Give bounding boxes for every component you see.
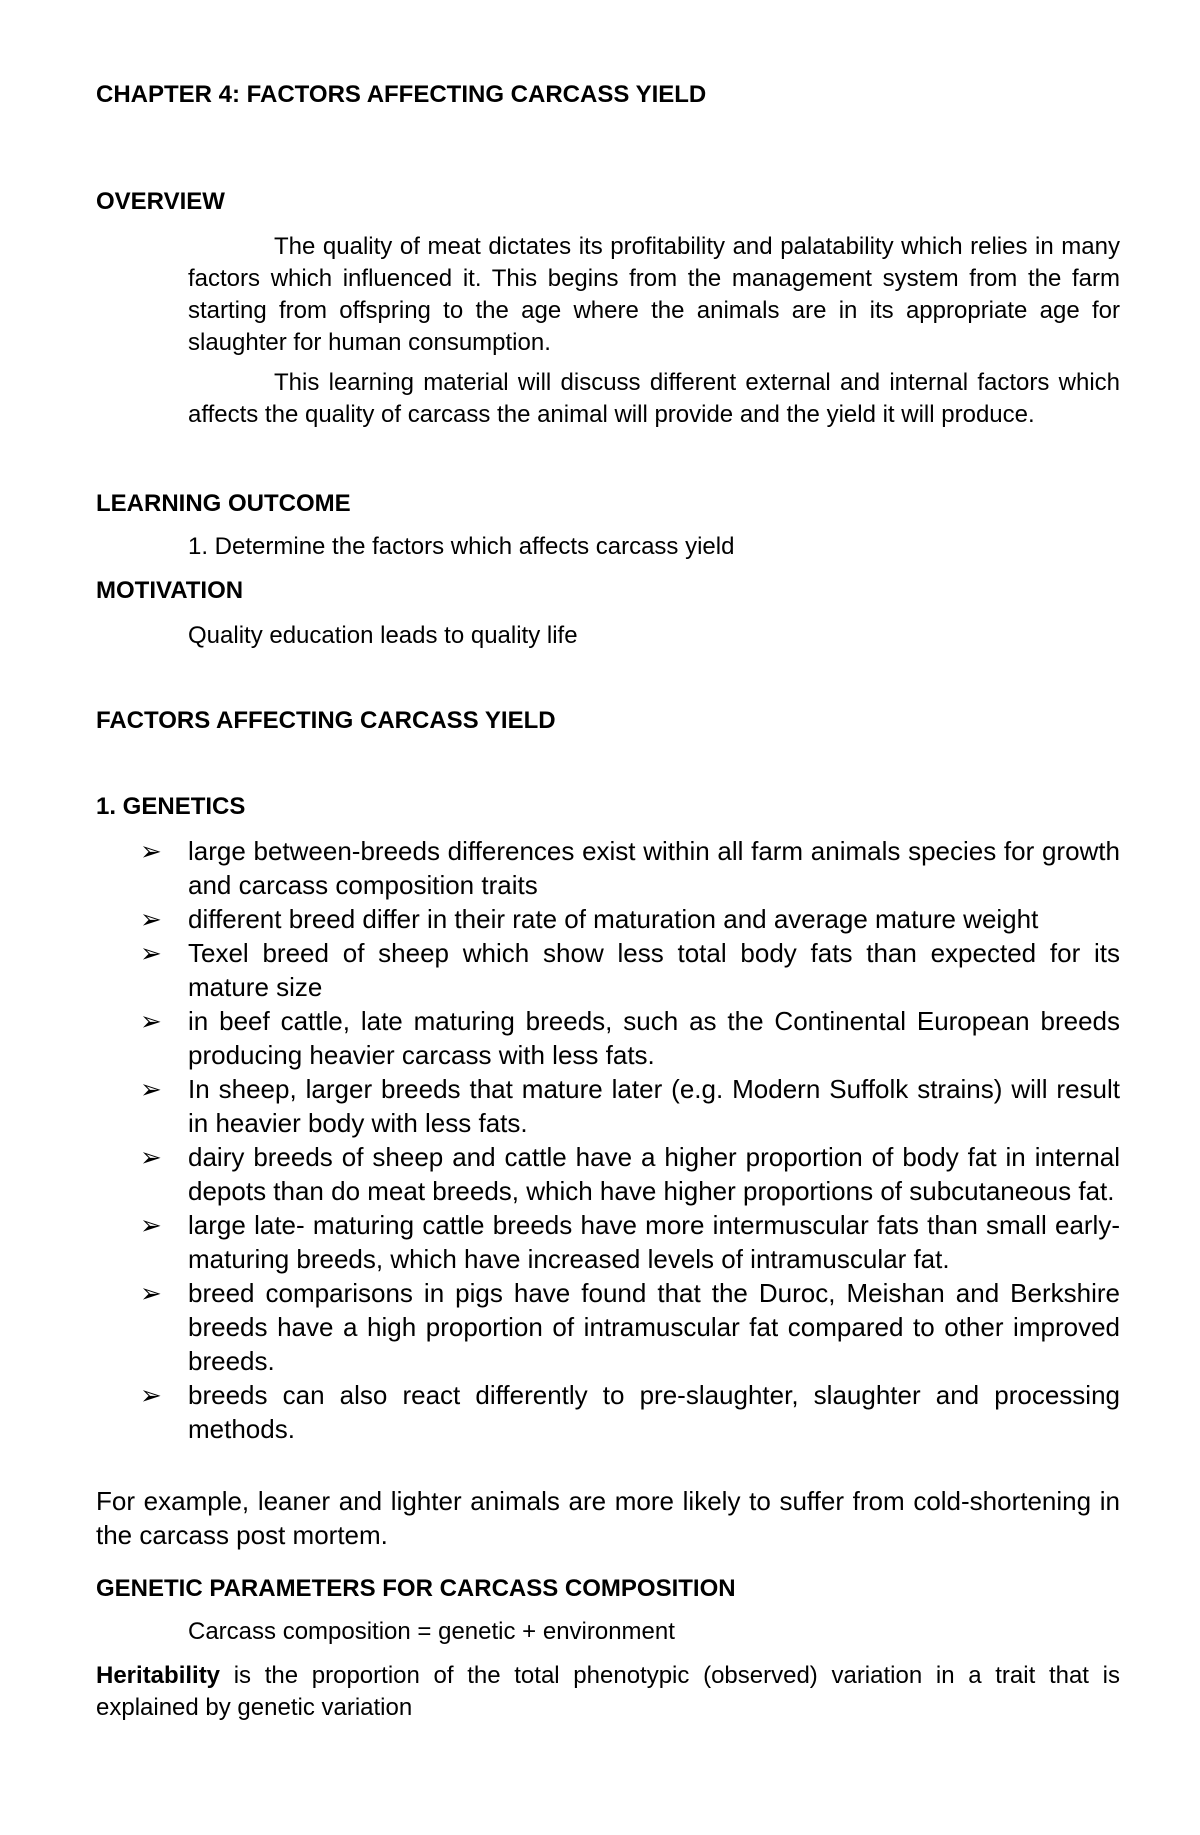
chapter-title: CHAPTER 4: FACTORS AFFECTING CARCASS YIELD bbox=[96, 81, 707, 108]
example-paragraph: For example, leaner and lighter animals are more likely to suffer from cold-shortening in the carcass post mortem. bbox=[96, 1486, 1120, 1550]
list-item bbox=[140, 1140, 1120, 1208]
bullet-text: breed comparisons in pigs have found that the Duroc, Meishan and Berkshire breeds have a high proportion of intramuscular fat compared to other improved breeds. bbox=[188, 1278, 1120, 1376]
heritability-term: Heritability bbox=[96, 1662, 221, 1689]
genetics-bullet-list bbox=[140, 834, 1120, 1446]
list-item bbox=[140, 1004, 1120, 1072]
overview-paragraph-2-text: This learning material will discuss different external and internal factors which affects the quality of carcass the animal will provide and the yield it will produce. bbox=[188, 369, 1120, 428]
arrow-bullet-icon: ➢ bbox=[140, 1278, 162, 1308]
arrow-bullet-icon: ➢ bbox=[140, 1074, 162, 1104]
bullet-text: dairy breeds of sheep and cattle have a higher proportion of body fat in internal depots than do meat breeds, which have higher proportions of subcutaneous fat. bbox=[188, 1142, 1120, 1206]
bullet-text: breeds can also react differently to pre-slaughter, slaughter and processing methods. bbox=[188, 1380, 1120, 1444]
arrow-bullet-icon: ➢ bbox=[140, 904, 162, 934]
arrow-bullet-icon: ➢ bbox=[140, 1210, 162, 1240]
list-item bbox=[140, 936, 1120, 1004]
factors-heading: FACTORS AFFECTING CARCASS YIELD bbox=[96, 707, 556, 734]
overview-paragraph-1 bbox=[188, 231, 1120, 359]
bullet-text: different breed differ in their rate of maturation and average mature weight bbox=[188, 904, 1039, 934]
carcass-equation: Carcass composition = genetic + environment bbox=[188, 1618, 675, 1645]
learning-outcome-heading: LEARNING OUTCOME bbox=[96, 490, 351, 517]
learning-outcome-item: 1. Determine the factors which affects carcass yield bbox=[188, 533, 735, 560]
arrow-bullet-icon: ➢ bbox=[140, 1142, 162, 1172]
genetic-parameters-heading: GENETIC PARAMETERS FOR CARCASS COMPOSITION bbox=[96, 1575, 736, 1602]
list-item bbox=[140, 1208, 1120, 1276]
overview-paragraph-2 bbox=[188, 367, 1120, 431]
arrow-bullet-icon: ➢ bbox=[140, 1380, 162, 1410]
list-item bbox=[140, 1378, 1120, 1446]
bullet-text: in beef cattle, late maturing breeds, such as the Continental European breeds producing heavier carcass with less fats. bbox=[188, 1006, 1120, 1070]
motivation-heading: MOTIVATION bbox=[96, 577, 244, 604]
list-item bbox=[140, 1276, 1120, 1378]
list-item bbox=[140, 1072, 1120, 1140]
arrow-bullet-icon: ➢ bbox=[140, 836, 162, 866]
genetics-heading: 1. GENETICS bbox=[96, 793, 246, 820]
list-item bbox=[140, 834, 1120, 902]
bullet-text: Texel breed of sheep which show less total body fats than expected for its mature size bbox=[188, 938, 1120, 1002]
motivation-text: Quality education leads to quality life bbox=[188, 622, 578, 649]
bullet-text: large late- maturing cattle breeds have more intermuscular fats than small early-maturing breeds, which have increased levels of intramuscular fat. bbox=[188, 1210, 1120, 1274]
list-item bbox=[140, 902, 1120, 936]
heritability-definition: is the proportion of the total phenotypic (observed) variation in a trait that is explained by genetic variation bbox=[96, 1662, 1120, 1721]
bullet-text: In sheep, larger breeds that mature later (e.g. Modern Suffolk strains) will result in heavier body with less fats. bbox=[188, 1074, 1120, 1138]
overview-paragraph-1-text: The quality of meat dictates its profitability and palatability which relies in many factors which influenced it. This begins from the management system from the farm starting from offspring to the age where the animals are in its appropriate age for slaughter for human consumption. bbox=[188, 233, 1120, 356]
arrow-bullet-icon: ➢ bbox=[140, 1006, 162, 1036]
overview-heading: OVERVIEW bbox=[96, 188, 225, 215]
bullet-text: large between-breeds differences exist within all farm animals species for growth and carcass composition traits bbox=[188, 836, 1120, 900]
arrow-bullet-icon: ➢ bbox=[140, 938, 162, 968]
heritability-paragraph bbox=[96, 1660, 1120, 1724]
